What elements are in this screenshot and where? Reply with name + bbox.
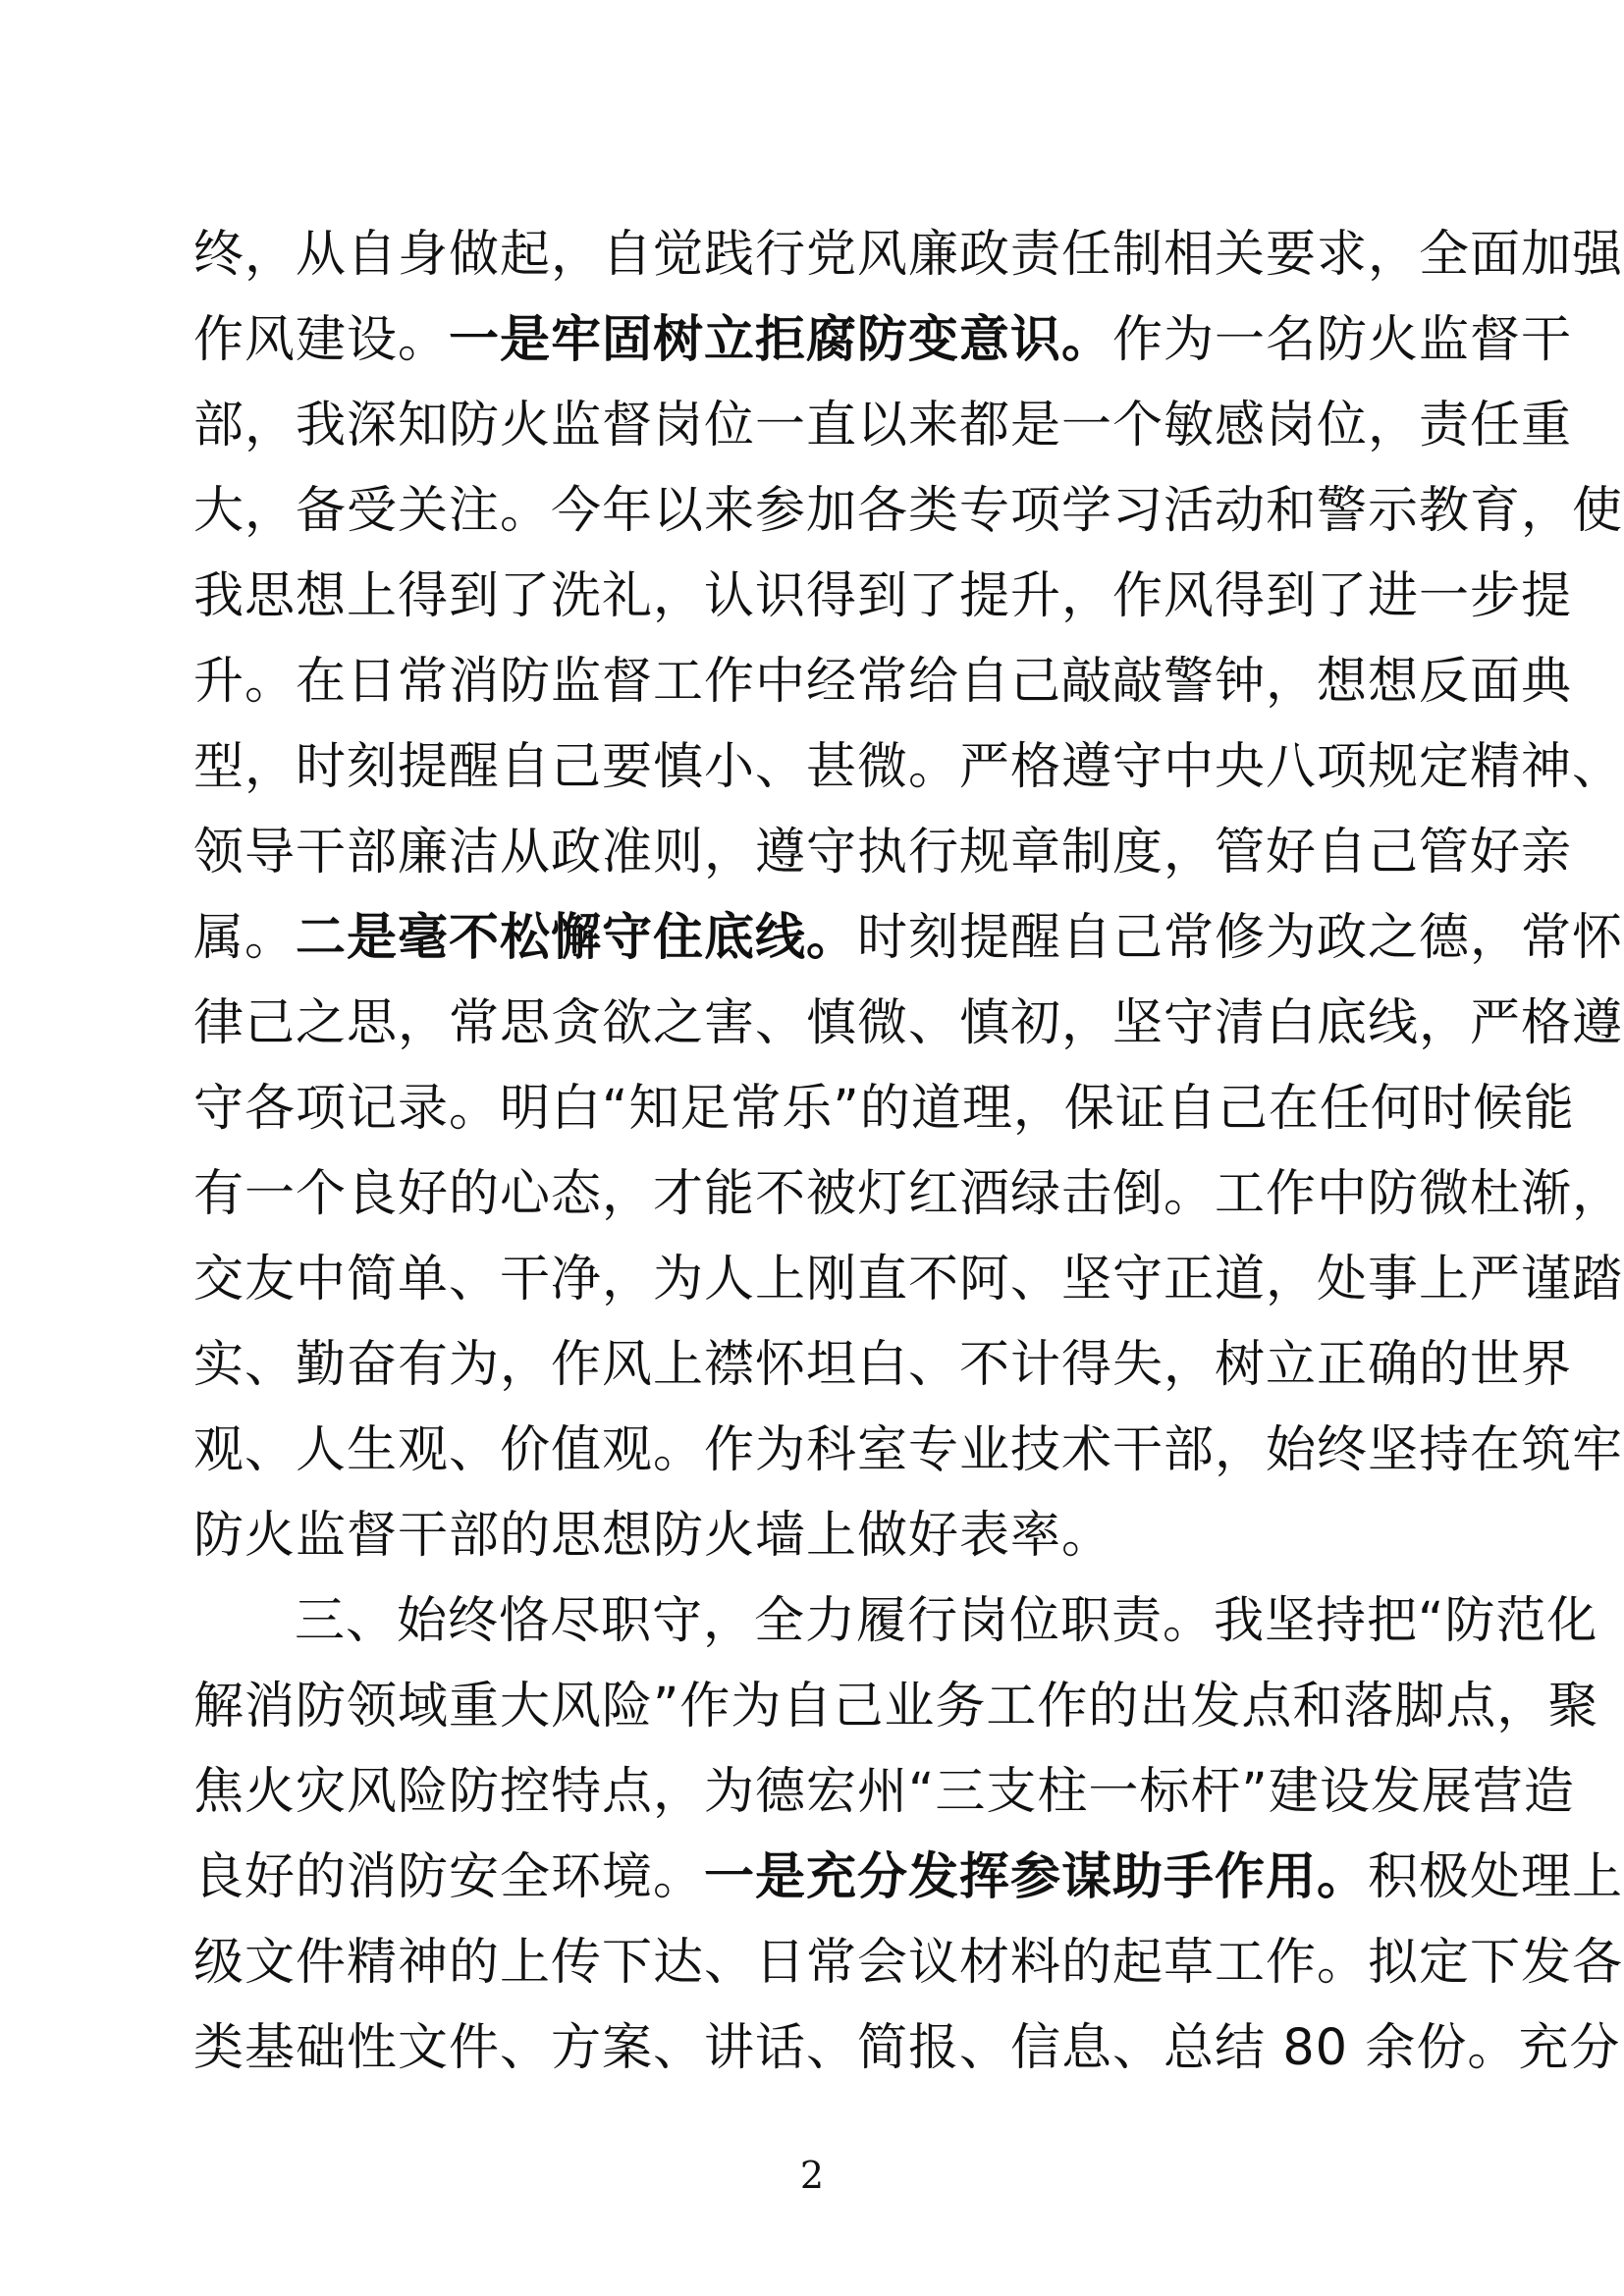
text-segment: 良好的消防安全环境。 (193, 1848, 705, 1906)
text-segment: 我思想上得到了洗礼，认识得到了提升，作风得到了进一步提 (193, 567, 1573, 625)
text-segment: 防火监督干部的思想防火墙上做好表率。 (193, 1507, 1113, 1565)
text-segment: 作风建设。 (193, 311, 450, 369)
text-line (193, 567, 1573, 626)
text-line (295, 1592, 1598, 1651)
text-line (193, 397, 1573, 455)
text-segment: 大，备受关注。今年以来参加各类专项学习活动和警示教育，使 (193, 482, 1624, 540)
text-line (193, 1251, 1624, 1309)
text-line (193, 824, 1573, 882)
text-segment: 升。在日常消防监督工作中经常给自己敲敲警钟，想想反面典 (193, 653, 1573, 711)
text-line (193, 226, 1624, 285)
text-line (193, 1080, 1575, 1139)
text-segment: 类基础性文件、方案、讲话、简报、信息、总结 80 余份。充分 (193, 2019, 1621, 2077)
text-line (193, 738, 1624, 797)
text-segment: 型，时刻提醒自己要慎小、甚微。严格遵守中央八项规定精神、 (193, 738, 1624, 796)
text-line (193, 482, 1624, 541)
text-segment: 实、勤奋有为，作风上襟怀坦白、不计得失，树立正确的世界 (193, 1336, 1573, 1394)
text-line (193, 1934, 1624, 1993)
text-line (193, 2019, 1621, 2078)
text-line (193, 653, 1573, 712)
text-line (193, 994, 1624, 1053)
text-segment: 时刻提醒自己常修为政之德，常怀 (857, 909, 1624, 967)
text-segment: 积极处理上 (1368, 1848, 1624, 1906)
text-segment: 解消防领域重大风险”作为自己业务工作的出发点和落脚点，聚 (193, 1678, 1599, 1735)
text-segment: 级文件精神的上传下达、日常会议材料的起草工作。拟定下发各 (193, 1934, 1624, 1992)
bold-heading-segment: 一是牢固树立拒腐防变意识。 (449, 311, 1113, 369)
text-segment: 部，我深知防火监督岗位一直以来都是一个敏感岗位，责任重 (193, 397, 1573, 454)
page-number: 2 (799, 2154, 825, 2197)
text-segment: 终，从自身做起，自觉践行党风廉政责任制相关要求，全面加强 (193, 226, 1624, 284)
text-line (193, 1848, 1624, 1907)
text-line (193, 1507, 1440, 1566)
text-segment: 有一个良好的心态，才能不被灯红酒绿击倒。工作中防微杜渐， (193, 1165, 1624, 1223)
text-line (193, 1421, 1624, 1480)
text-segment: 领导干部廉洁从政准则，遵守执行规章制度，管好自己管好亲 (193, 824, 1573, 881)
text-segment: 律己之思，常思贪欲之害、慎微、慎初，坚守清白底线，严格遵 (193, 994, 1624, 1052)
text-line (193, 1678, 1599, 1736)
text-segment: 交友中简单、干净，为人上刚直不阿、坚守正道，处事上严谨踏 (193, 1251, 1624, 1308)
text-segment: 观、人生观、价值观。作为科室专业技术干部，始终坚持在筑牢 (193, 1421, 1624, 1479)
text-line (193, 311, 1573, 370)
text-line (193, 1763, 1575, 1822)
text-line (193, 1336, 1573, 1395)
text-segment: 作为一名防火监督干 (1112, 311, 1573, 369)
text-segment: 焦火灾风险防控特点，为德宏州“三支柱一标杆”建设发展营造 (193, 1763, 1575, 1821)
text-line (193, 1165, 1624, 1224)
bold-heading-segment: 二是毫不松懈守住底线。 (296, 909, 858, 967)
text-segment: 三、始终恪尽职守，全力履行岗位职责。我坚持把“防范化 (295, 1592, 1598, 1650)
text-segment: 属。 (193, 909, 297, 967)
text-segment: 守各项记录。明白“知足常乐”的道理，保证自己在任何时候能 (193, 1080, 1575, 1138)
text-line (193, 909, 1624, 968)
bold-heading-segment: 一是充分发挥参谋助手作用。 (704, 1848, 1369, 1906)
